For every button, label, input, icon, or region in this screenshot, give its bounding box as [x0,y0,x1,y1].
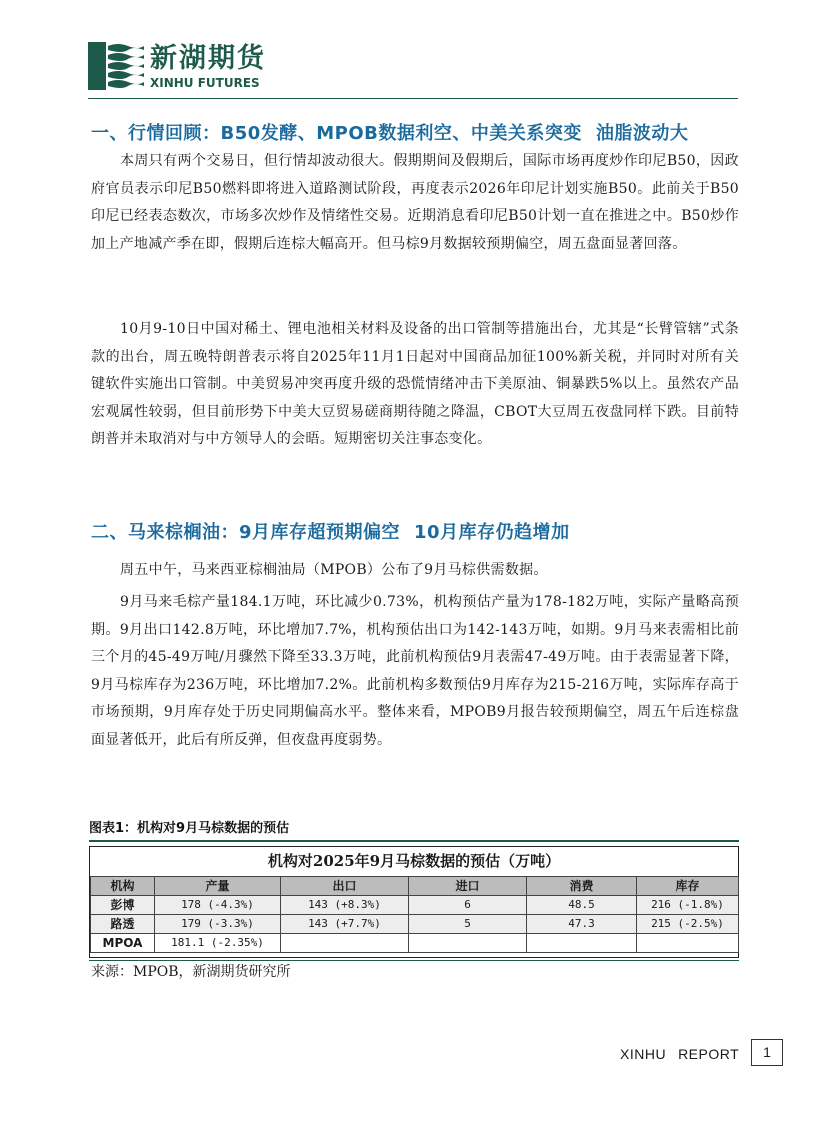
column-header: 进口 [409,877,527,896]
header [88,40,738,100]
table-row [91,896,739,915]
table-cell [281,934,409,953]
section1-paragraph-1: 本周只有两个交易日，但行情却波动很大。假期期间及假期后，国际市场再度炒作印尼B50，因政府官员表示印尼B50燃料即将进入道路测试阶段，再度表示2026年印尼计划实施B50。此前关于B50印尼已经表态数次，市场多次炒作及情绪性交易。近期消息看印尼B50计划一直在推进之中。B50炒作加上产地减产季在即，假期后连棕大幅高开。但马棕9月数据较预期偏空，周五盘面显著回落。 [91,153,739,252]
figure-caption: 图表1：机构对9月马棕数据的预估 [89,821,290,836]
section2-heading [91,521,570,545]
table-cell: 216 (-1.8%) [637,896,739,915]
table-cell: 178 (-4.3%) [155,896,281,915]
table-cell: 143 (+8.3%) [281,896,409,915]
section1-heading-main: 一、行情回顾：B50发酵、MPOB数据利空、中美关系突变 [91,123,582,144]
estimates-table [90,876,739,953]
table-cell: 143 (+7.7%) [281,915,409,934]
logo-chinese-name: 新湖期货 [150,43,266,74]
estimates-table-container [89,846,739,958]
table-cell [637,934,739,953]
header-divider [88,98,738,99]
column-header: 产量 [155,877,281,896]
footer-report-label: REPORT [678,1046,740,1062]
table-cell: 47.3 [527,915,637,934]
table-cell [409,934,527,953]
section2-heading-main: 二、马来棕榈油：9月库存超预期偏空 [91,522,401,543]
table-cell: MPOA [91,934,155,953]
figure-bottom-rule [89,960,739,961]
table-cell: 5 [409,915,527,934]
column-header: 消费 [527,877,637,896]
xinhu-logo-icon [88,42,144,90]
table-title: 机构对2025年9月马棕数据的预估（万吨） [267,852,561,870]
column-header: 机构 [91,877,155,896]
table-cell: 181.1 (-2.35%) [155,934,281,953]
column-header: 库存 [637,877,739,896]
table-cell: 彭博 [91,896,155,915]
table-cell: 179 (-3.3%) [155,915,281,934]
table-row [91,915,739,934]
table-cell [527,934,637,953]
footer-brand: XINHU [620,1046,667,1062]
table-cell: 48.5 [527,896,637,915]
table-row [91,934,739,953]
section2-paragraph-1: 周五中午，马来西亚棕榈油局（MPOB）公布了9月马棕供需数据。 [120,562,548,578]
section2-paragraph-2: 9月马来毛棕产量184.1万吨，环比减少0.73%，机构预估产量为178-182万吨，实际产量略高预期。9月出口142.8万吨，环比增加7.7%，机构预估出口为142-143万吨，如期。9月马来表需相比前三个月的45-49万吨/月骤然下降至33.3万吨，此前机构预估9月表需47-49万吨。由于表需显著下降，9月马棕库存为236万吨，环比增加7.2%。此前机构多数预估9月库存为215-216万吨，实际库存高于市场预期，9月库存处于历史同期偏高水平。整体来看，MPOB9月报告较预期偏空，周五午后连棕盘面显著低开，此后有所反弹，但夜盘再度弱势。 [91,594,739,748]
column-header: 出口 [281,877,409,896]
section1-heading [91,122,688,146]
figure-top-rule [89,840,739,842]
table-header-row [91,877,739,896]
section1-paragraph-2: 10月9-10日中国对稀土、锂电池相关材料及设备的出口管制等措施出台，尤其是“长臂管辖”式条款的出台，周五晚特朗普表示将自2025年11月1日起对中国商品加征100%新关税，并同时对所有关键软件实施出口管制。中美贸易冲突再度升级的恐慌情绪冲击下美原油、铜暴跌5%以上。虽然农产品宏观属性较弱，但目前形势下中美大豆贸易磋商期待随之降温，CBOT大豆周五夜盘同样下跌。目前特朗普并未取消对与中方领导人的会晤。短期密切关注事态变化。 [91,321,739,447]
figure-source: 来源：MPOB，新湖期货研究所 [91,964,291,980]
section1-heading-tail: 油脂波动大 [595,123,689,144]
table-cell: 6 [409,896,527,915]
section2-heading-tail: 10月库存仍趋增加 [414,522,570,543]
table-cell: 215 (-2.5%) [637,915,739,934]
logo-english-name: XINHU FUTURES [150,76,260,90]
table-cell: 路透 [91,915,155,934]
footer-label [620,1045,739,1063]
page-number: 1 [751,1039,783,1066]
